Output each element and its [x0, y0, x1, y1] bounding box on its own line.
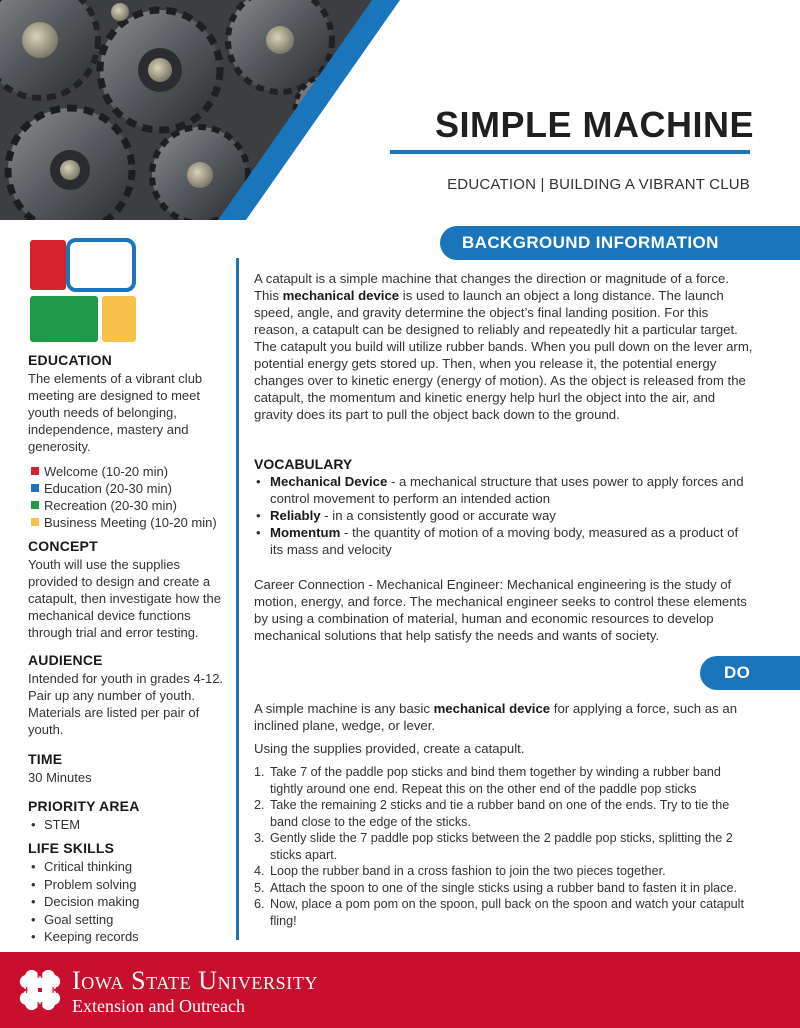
- concept-heading: CONCEPT: [28, 538, 98, 554]
- priority-area-list: [28, 816, 230, 834]
- do-instruction: Using the supplies provided, create a catapult.: [254, 741, 525, 756]
- step-item: 3. Gently slide the 7 paddle pop sticks between the 2 paddle pop sticks, splitting the 2 sticks apart.: [254, 831, 733, 862]
- svg-text:H: H: [37, 971, 43, 980]
- audience-heading: AUDIENCE: [28, 652, 103, 668]
- svg-text:H: H: [37, 1001, 43, 1010]
- career-connection: Career Connection - Mechanical Engineer: Mechanical engineering is the study of motion, energy, and force. The mechanical engineer seeks to control these elements by using a combination of material, human and economic resources to develop mechanical solutions that help satisfy the needs and wants of society.: [254, 577, 747, 643]
- vocabulary-item: • Reliably - in a consistently good or accurate way: [254, 507, 754, 524]
- list-item: • Keeping records: [28, 928, 230, 946]
- step-item: 5. Attach the spoon to one of the single sticks using a rubber band to fasten it in place.: [254, 880, 737, 895]
- education-heading: EDUCATION: [28, 352, 112, 368]
- red-square-icon: [31, 467, 39, 475]
- list-item: • Problem solving: [28, 876, 230, 894]
- list-item: • Decision making: [28, 893, 230, 911]
- svg-text:H: H: [52, 986, 58, 995]
- page-subtitle: EDUCATION | BUILDING A VIBRANT CLUB: [447, 176, 750, 193]
- blue-square-icon: [31, 484, 39, 492]
- meeting-legend: [28, 463, 230, 531]
- legend-item: Recreation (20-30 min): [28, 497, 230, 514]
- step-item: 4. Loop the rubber band in a cross fashion to join the two pieces together.: [254, 864, 666, 878]
- priority-area-heading: PRIORITY AREA: [28, 798, 140, 814]
- step-item: 6. Now, place a pom pom on the spoon, pull back on the spoon and watch your catapult fling!: [254, 897, 744, 928]
- vocabulary-block: [254, 456, 754, 558]
- title-underline: [390, 150, 750, 154]
- extension-name: Extension and Outreach: [72, 996, 245, 1016]
- audience-text: Intended for youth in grades 4-12. Pair up any number of youth. Materials are listed per pair of youth.: [28, 671, 224, 737]
- vocabulary-item: • Momentum - the quantity of motion of a moving body, measured as a product of its mass and velocity: [254, 524, 754, 558]
- step-item: 1. Take 7 of the paddle pop sticks and bind them together by winding a rubber band tightly around one end. Repeat this on the other end of the paddle pop sticks: [254, 765, 721, 796]
- yellow-square-icon: [31, 518, 39, 526]
- vocabulary-item: • Mechanical Device - a mechanical structure that uses power to apply forces and control movement to perform an intended action: [254, 473, 754, 507]
- concept-block: [28, 538, 230, 641]
- legend-item: Business Meeting (10-20 min): [28, 514, 230, 531]
- vocabulary-list: [254, 473, 754, 558]
- education-block: [28, 352, 230, 531]
- page-title: SIMPLE MACHINE: [434, 104, 754, 145]
- background-information-tab: BACKGROUND INFORMATION: [440, 226, 800, 260]
- green-square-icon: [31, 501, 39, 509]
- time-block: [28, 751, 230, 786]
- university-name: Iowa State University: [72, 966, 319, 995]
- steps-list: [254, 764, 754, 929]
- list-item: • Goal setting: [28, 911, 230, 929]
- 4h-clover-icon: [14, 964, 66, 1016]
- step-item: 2. Take the remaining 2 sticks and tie a rubber band on one of the ends. Try to tie the band close to the edge of the sticks.: [254, 798, 730, 829]
- legend-item: Welcome (10-20 min): [28, 463, 230, 480]
- background-paragraph: A catapult is a simple machine that changes the direction or magnitude of a force. This mechanical device is used to launch an object a long distance. The launch speed, angle, and gravity determine the object’s final landing position. For this reason, a catapult can be designed to reliably and repeatedly hit a particular target. The catapult you build will utilize rubber bands. When you pull down on the lever arm, potential energy gets stored up. Then, when you release it, the potential energy changes over to kinetic energy (energy of motion). As the object is released from the catapult, the momentum and kinetic energy help hurl the object into the air, and gravity does its part to pull the object back down to the ground.: [254, 271, 753, 422]
- priority-area-block: [28, 798, 230, 834]
- do-intro: A simple machine is any basic mechanical device for applying a force, such as an inclined plane, wedge, or lever. Using the supplies provided, create a catapult.: [254, 700, 754, 757]
- vocabulary-heading: VOCABULARY: [254, 456, 353, 472]
- time-heading: TIME: [28, 751, 63, 767]
- time-text: 30 Minutes: [28, 770, 92, 785]
- life-skills-list: [28, 858, 230, 946]
- audience-block: [28, 652, 230, 738]
- list-item: • Critical thinking: [28, 858, 230, 876]
- concept-text: Youth will use the supplies provided to design and create a catapult, then investigate how the mechanical device functions through trial and error testing.: [28, 557, 221, 640]
- header-banner: [0, 0, 800, 220]
- life-skills-heading: LIFE SKILLS: [28, 840, 115, 856]
- list-item: • STEM: [28, 816, 230, 834]
- do-steps: [254, 764, 754, 929]
- legend-item: Education (20-30 min): [28, 480, 230, 497]
- column-divider: [236, 258, 239, 940]
- svg-text:H: H: [22, 986, 28, 995]
- education-text: The elements of a vibrant club meeting are designed to meet youth needs of belonging, independence, mastery and generosity.: [28, 371, 203, 454]
- life-skills-block: [28, 840, 230, 946]
- do-tab: DO: [700, 656, 800, 690]
- vibrant-club-logo: [28, 238, 138, 348]
